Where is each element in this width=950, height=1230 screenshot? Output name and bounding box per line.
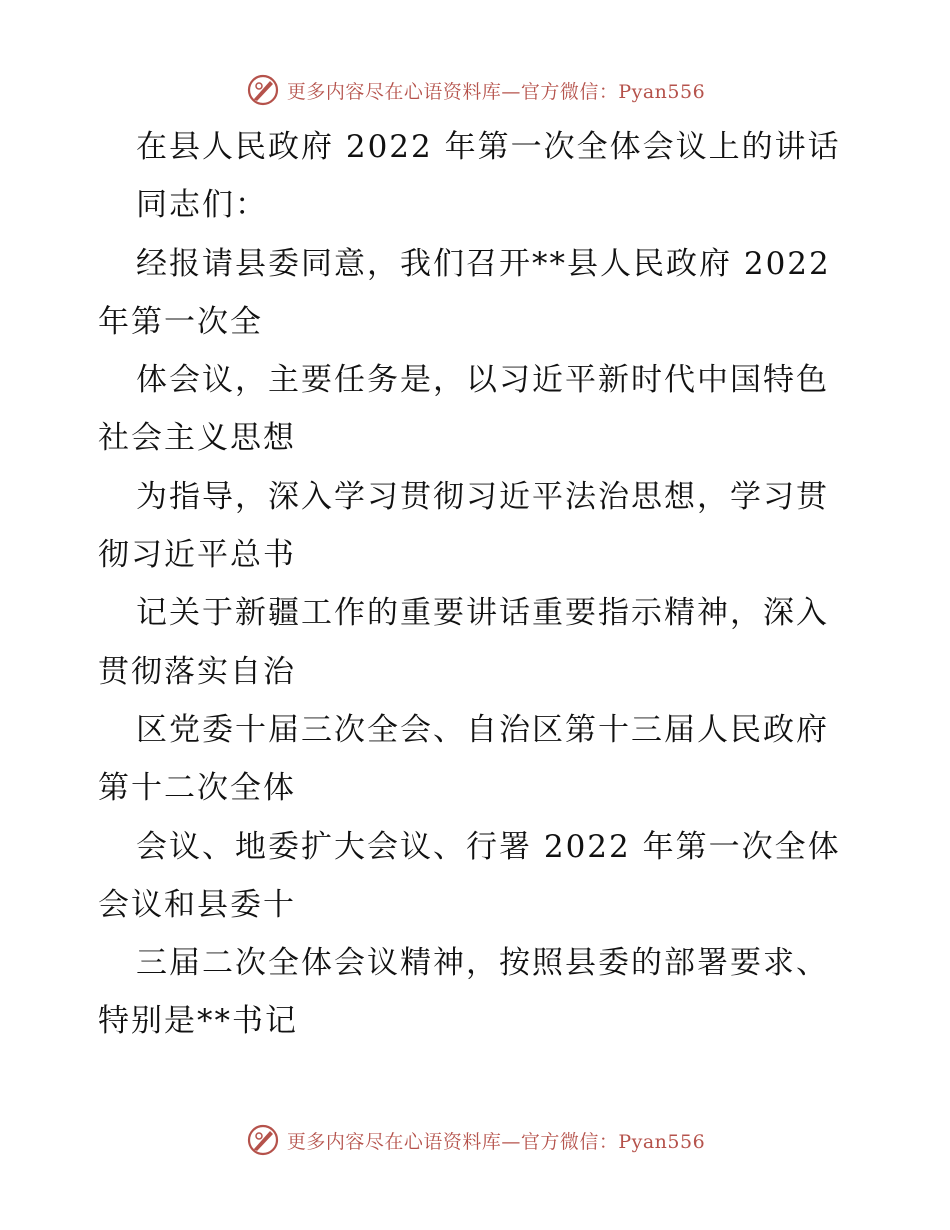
paragraph-line: 体会议，主要任务是，以习近平新时代中国特色 [136,362,829,399]
quill-pen-logo-icon [245,72,281,108]
paragraph-line: 彻习近平总书 [98,537,296,574]
paragraph-line: 会议、地委扩大会议、行署 2022 年第一次全体 [136,828,841,865]
paragraph-line: 社会主义思想 [98,420,296,457]
watermark-text: 更多内容尽在心语资料库—官方微信：Pyan556 [286,80,706,103]
footer-watermark [0,1120,950,1160]
quill-pen-logo-icon [245,1122,281,1158]
salutation: 同志们： [136,187,268,224]
paragraph-line: 会议和县委十 [98,886,296,923]
header-watermark [0,70,950,110]
paragraph-line: 年第一次全 [98,303,263,340]
watermark-text: 更多内容尽在心语资料库—官方微信：Pyan556 [286,1130,706,1153]
paragraph-line: 为指导，深入学习贯彻习近平法治思想，学习贯 [136,478,829,515]
speech-title: 在县人民政府 2022 年第一次全体会议上的讲话 [136,129,841,165]
paragraph-line: 特别是**书记 [98,1003,298,1040]
document-body [98,118,858,1051]
paragraph-line: 记关于新疆工作的重要讲话重要指示精神，深入 [136,595,829,632]
paragraph-line: 贯彻落实自治 [98,653,296,690]
paragraph-line: 三届二次全体会议精神，按照县委的部署要求、 [136,945,829,982]
paragraph-line: 第十二次全体 [98,770,296,807]
paragraph-line: 经报请县委同意，我们召开**县人民政府 2022 [136,245,831,282]
paragraph-line: 区党委十届三次全会、自治区第十三届人民政府 [136,711,829,748]
